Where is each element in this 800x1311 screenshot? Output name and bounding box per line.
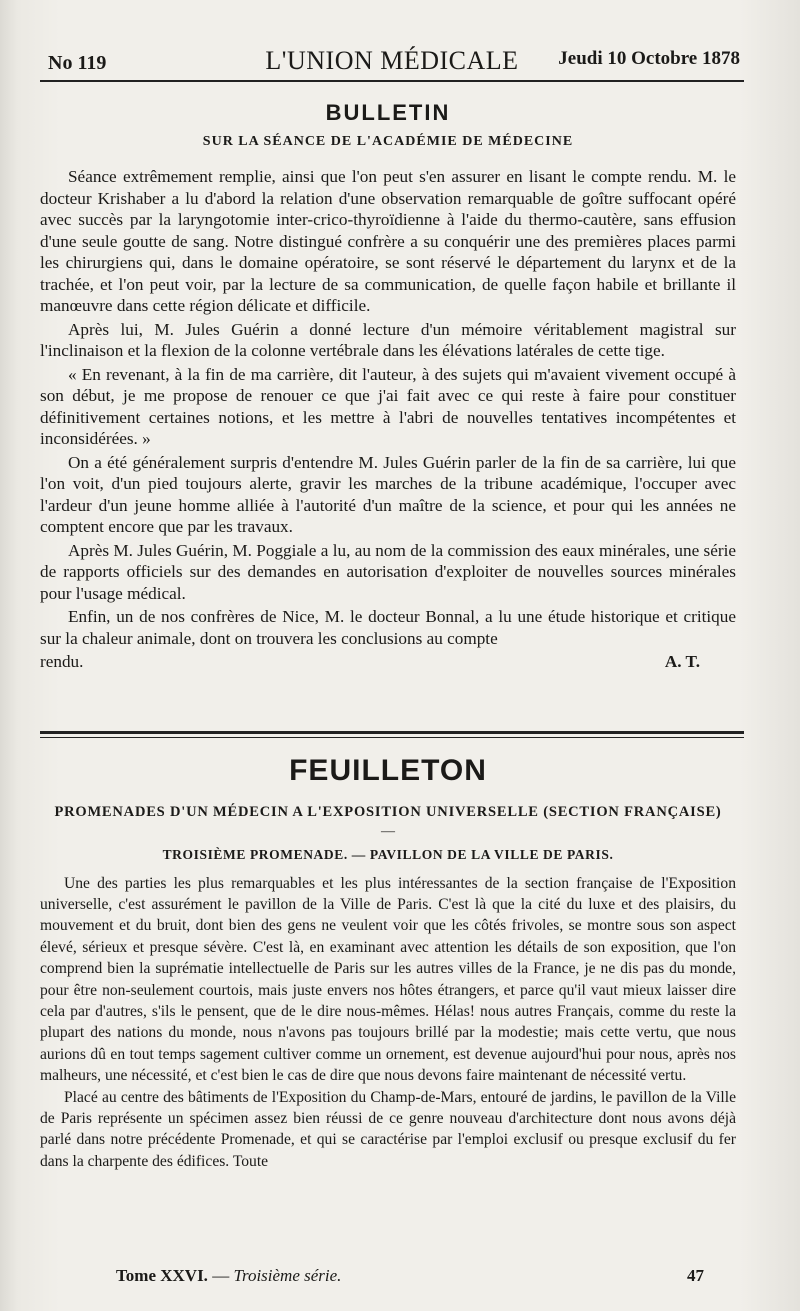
feuilleton-body (40, 873, 736, 1173)
feuilleton-paragraph: Une des parties les plus remarquables et les plus intéressantes de la section française de l'Exposition universelle, c'est assurément le pavillon de la Ville de Paris. C'est là que la cité du luxe et des plaisirs, du mouvement et du bruit, dont bien des gens ne veulent voir que les côtés frivoles, se montre sous son aspect élevé, sérieux et presque sévère. C'est là, en examinant avec attention les détails de son exposition, que l'on comprend bien la suprématie intellectuelle de Paris sur les autres villes de la France, je ne dis pas du monde, pour être non-seulement courtois, mais juste envers nos hôtes étrangers, et parce qu'il vaut mieux laisser dire cela par d'autres, s'ils le pensent, que de le dire nous-mêmes. Hélas! nous autres Français, comme du reste la plupart des nations du monde, nous n'avons pas toujours brillé par la modestie; mais cette vertu, que nous aurions dû en tout temps sagement cultiver comme un ornement, est devenue aujourd'hui pour nous, après nos malheurs, une nécessité, et c'est bien le cas de dire que nous devons faire maintenant de nécessité vertu. (40, 874, 736, 1085)
feuilleton-paragraph: Placé au centre des bâtiments de l'Exposition du Champ-de-Mars, entouré de jardins, le pavillon de la Ville de Paris représente un spécimen assez bien réussi de ce genre nouveau d'architecture dont nous avons déjà parlé dans notre précédente Promenade, et qui se caractérise par l'emploi exclusif ou presque exclusif du fer dans la charpente des édifices. Toute (40, 1088, 736, 1170)
issue-number: No 119 (48, 52, 107, 74)
bulletin-paragraph: « En revenant, à la fin de ma carrière, dit l'auteur, à des sujets qui m'avaient vivement occupé à son début, je me propose de renouer ce que j'ai fait avec ce qui reste à faire pour constituer définitivement certaines notions, et les mettre à l'abri de nouvelles tentatives incompétentes et inconsidérées. » (40, 364, 736, 448)
bulletin-subtitle: SUR LA SÉANCE DE L'ACADÉMIE DE MÉDECINE (202, 134, 574, 149)
bulletin-title: BULLETIN (325, 100, 451, 125)
section-divider (40, 731, 744, 738)
page-footer (116, 1266, 704, 1286)
bulletin-paragraph: Après lui, M. Jules Guérin a donné lecture d'un mémoire véritablement magistral sur l'inclinaison et la flexion de la colonne vertébrale dans les élévations latérales de cette tige. (40, 319, 736, 360)
bulletin-paragraph: Enfin, un de nos confrères de Nice, M. le docteur Bonnal, a lu une étude historique et critique sur la chaleur animale, dont on trouvera les conclusions au compte (40, 607, 736, 648)
feuilleton-dash: — (381, 823, 395, 839)
bulletin-paragraph: On a été généralement surpris d'entendre M. Jules Guérin parler de la fin de sa carrière, lui que l'on voit, d'un pied toujours alerte, gravir les marches de la tribune académique, l'occuper avec l'ardeur d'un jeune homme alliée à l'autorité d'un maître de la science, et pour qui les années ne comptent encore que par les travaux. (40, 452, 736, 536)
journal-title: L'UNION MÉDICALE (265, 46, 519, 75)
feuilleton-title: FEUILLETON (289, 753, 487, 787)
bulletin-signature: A. T. (664, 652, 700, 671)
feuilleton-subtitle: PROMENADES D'UN MÉDECIN A L'EXPOSITION UNIVERSELLE (SECTION FRANÇAISE) (54, 803, 722, 820)
bulletin-closing-line (40, 651, 736, 673)
footer-volume-line (116, 1266, 341, 1286)
bulletin-body (40, 166, 736, 673)
masthead (40, 40, 744, 82)
bulletin-paragraph: Après M. Jules Guérin, M. Poggiale a lu, au nom de la commission des eaux minérales, une série de rapports officiels sur des demandes en autorisation d'exploiter de nouvelles sources minérales pour l'usage médical. (40, 540, 736, 603)
footer-signature-mark: 47 (687, 1266, 704, 1285)
footer-volume: Tome XXVI. (116, 1266, 208, 1285)
footer-series: Troisième série. (233, 1266, 342, 1285)
bulletin-paragraph: Séance extrêmement remplie, ainsi que l'on peut s'en assurer en lisant le compte rendu. M. le docteur Krishaber a lu d'abord la relation d'une observation remarquable de goître suffocant opéré avec succès par la laryngotomie inter-crico-thyroïdienne à l'aide du thermo-cautère, sans effusion d'une seule goutte de sang. Notre distingué confrère a su conquérir une des premières places parmi les chirurgiens qui, dans le domaine opératoire, se sont réservé le département du larynx et de la trachée, et l'on peut voir, par la lecture de sa communication, de quelle façon habile et brillante il manœuvre dans cette région délicate et difficile. (40, 167, 736, 315)
issue-date: Jeudi 10 Octobre 1878 (558, 48, 740, 69)
feuilleton-section-title: TROISIÈME PROMENADE. — PAVILLON DE LA VILLE DE PARIS. (162, 846, 614, 862)
footer-dash: — (212, 1266, 230, 1285)
bulletin-last-line: rendu. (40, 652, 84, 671)
